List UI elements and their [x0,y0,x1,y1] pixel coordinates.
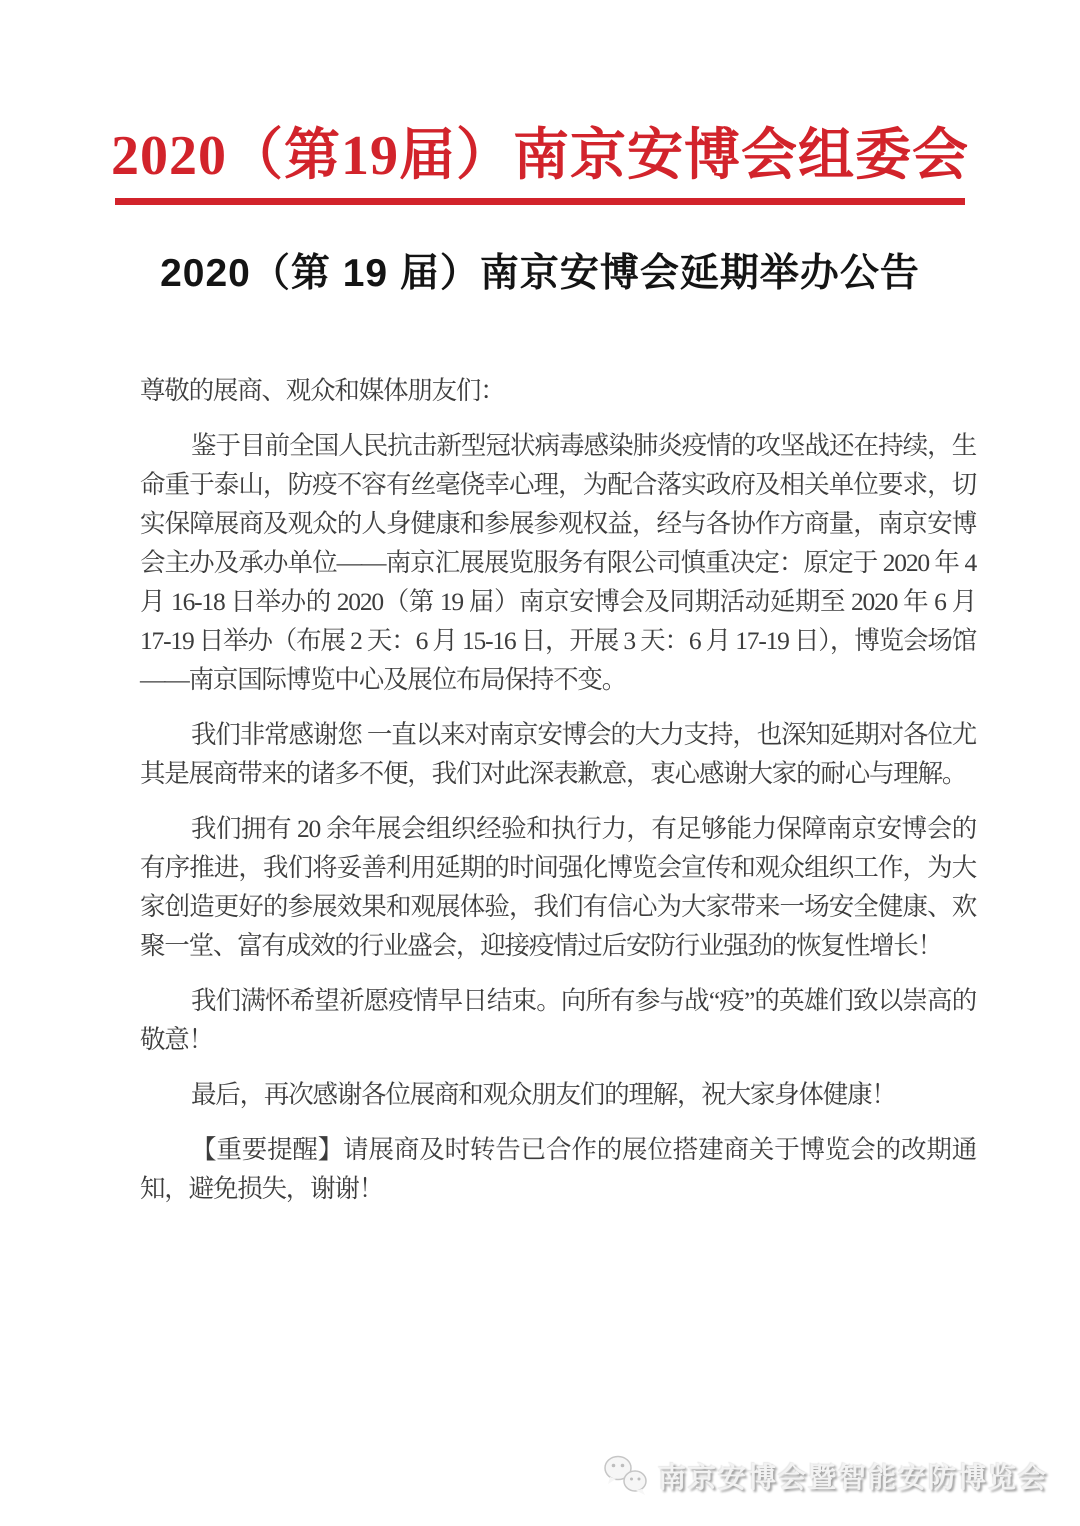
wechat-icon [600,1452,652,1500]
paragraph-6: 【重要提醒】请展商及时转告已合作的展位搭建商关于博览会的改期通知，避免损失，谢谢！ [140,1135,976,1203]
paragraph-4: 我们满怀希望祈愿疫情早日结束。向所有参与战“疫”的英雄们致以崇高的敬意！ [140,986,976,1054]
header-divider [115,198,965,205]
paragraph-1: 鉴于目前全国人民抗击新型冠状病毒感染肺炎疫情的攻坚战还在持续，生命重于泰山，防疫不容有丝毫侥幸心理，为配合落实政府及相关单位要求，切实保障展商及观众的人身健康和参展参观权益，经与各协作方商量，南京安博会主办及承办单位——南京汇展展览服务有限公司慎重决定：原定于 2020 年 4 月 16-18 日举办的 2020（第 19 届）南京安博会及同期活动延期至 2020 年 6 月 17-19 日举办（布展 2 天：6 月 15-16 日，开展 3 天：6 月 17-19 日），博览会场馆——南京国际博览中心及展位布局保持不变。 [140,431,976,694]
footer-brand [600,1452,1048,1500]
salutation: 尊敬的展商、观众和媒体朋友们： [140,376,505,405]
paragraph-3: 我们拥有 20 余年展会组织经验和执行力，有足够能力保障南京安博会的有序推进，我们将妥善利用延期的时间强化博览会宣传和观众组织工作，为大家创造更好的参展效果和观展体验，我们有信心为大家带来一场安全健康、欢聚一堂、富有成效的行业盛会，迎接疫情过后安防行业强劲的恢复性增长！ [140,814,976,960]
document-body [140,371,976,1208]
signature-and-seal-area [0,1208,1080,1468]
footer-brand-text: 南京安博会暨智能安防博览会 [657,1462,1048,1493]
paragraph-2: 我们非常感谢您 一直以来对南京安博会的大力支持，也深知延期对各位尤其是展商带来的诸多不便，我们对此深表歉意，衷心感谢大家的耐心与理解。 [140,720,976,788]
organizer-banner: 2020（第19届）南京安博会组委会 [111,125,969,187]
paragraph-5: 最后，再次感谢各位展商和观众朋友们的理解，祝大家身体健康！ [191,1080,896,1109]
document-title: 2020（第 19 届）南京安博会延期举办公告 [160,252,920,295]
